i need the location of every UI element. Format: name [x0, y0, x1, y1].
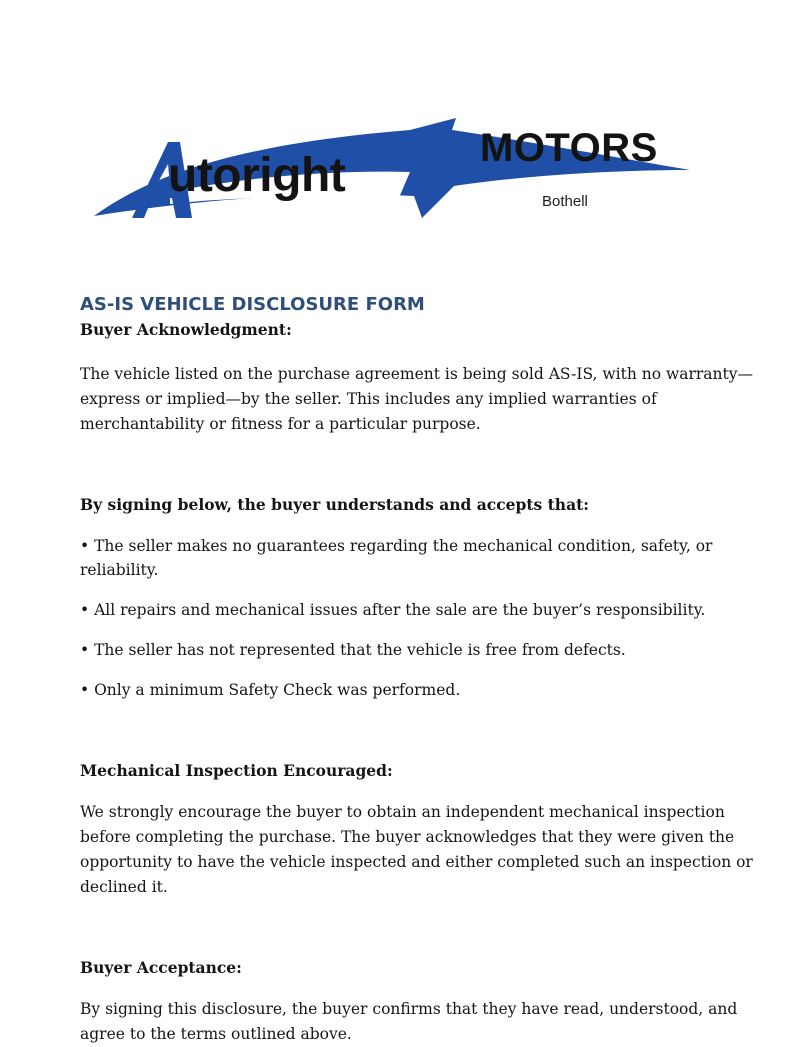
acceptance-body: By signing this disclosure, the buyer confirms that they have read, understood, and agree to the terms outlined above.: [80, 1000, 738, 1043]
logo-motors-text: MOTORS: [480, 126, 658, 170]
logo-brand-text: utoright: [168, 149, 346, 202]
signing-heading: By signing below, the buyer understands and accepts that:: [80, 495, 590, 514]
acceptance-heading: Buyer Acceptance:: [80, 958, 242, 977]
logo-city-text: Bothell: [542, 193, 588, 210]
buyer-acknowledgment-heading: Buyer Acknowledgment:: [80, 320, 292, 339]
inspection-body: We strongly encourage the buyer to obtain an independent mechanical inspection before completing the purchase. The buyer acknowledges that they were given the opportunity to have the vehicle inspected and either completed such an inspection or declined it.: [80, 803, 753, 896]
company-logo: [80, 100, 700, 250]
inspection-heading: Mechanical Inspection Encouraged:: [80, 761, 393, 780]
buyer-acknowledgment-body: The vehicle listed on the purchase agreement is being sold AS-IS, with no warranty—express or implied—by the seller. This includes any implied warranties of merchantability or fitness for a particular purpose.: [80, 365, 754, 433]
signing-bullet-2: • All repairs and mechanical issues after the sale are the buyer’s responsibility.: [80, 601, 706, 619]
signing-bullet-1: • The seller makes no guarantees regarding the mechanical condition, safety, or reliability.: [80, 537, 713, 579]
signing-bullet-4: • Only a minimum Safety Check was performed.: [80, 681, 461, 699]
signing-bullet-3: • The seller has not represented that the vehicle is free from defects.: [80, 641, 626, 659]
form-title: AS-IS VEHICLE DISCLOSURE FORM: [80, 294, 425, 315]
disclosure-content: [80, 292, 756, 1047]
